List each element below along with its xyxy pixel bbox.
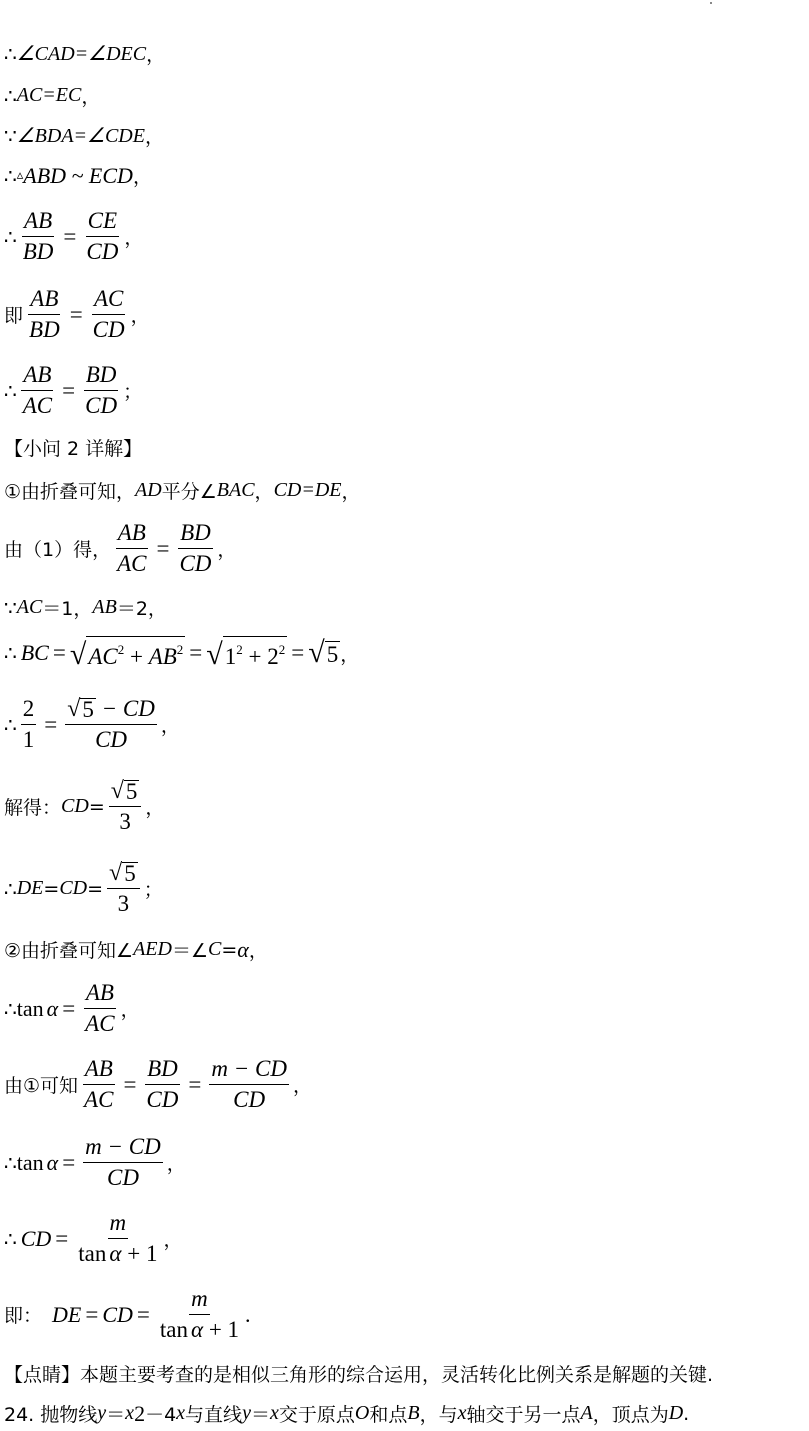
radicand: 5 — [124, 861, 136, 886]
equals-text: = — [43, 877, 60, 900]
tan-function: tan — [159, 1317, 188, 1342]
expression: ABD ~ ECD — [23, 162, 133, 188]
numerator — [109, 776, 142, 807]
therefore-symbol: ∴ — [4, 1226, 17, 1251]
var-y: y — [97, 1402, 107, 1424]
expression: AB — [92, 596, 117, 618]
line-15 — [4, 858, 163, 919]
therefore-symbol: ∴ — [4, 41, 17, 66]
line-21 — [4, 1284, 251, 1345]
exponent: 2 — [236, 642, 243, 657]
line-20 — [4, 1208, 182, 1269]
fraction — [76, 1208, 159, 1269]
text: ＝2， — [116, 598, 167, 620]
equals-sign: = — [55, 1225, 69, 1251]
punctuation: ， — [166, 1153, 186, 1175]
fraction-right — [84, 206, 120, 267]
numerator: AC — [92, 284, 125, 315]
var-x: x — [457, 1402, 467, 1424]
line-6 — [4, 284, 150, 345]
equals-sign: = — [62, 1149, 76, 1175]
denominator: CD — [179, 551, 212, 576]
point-b: B — [407, 1402, 420, 1424]
equals-sign: = — [189, 640, 203, 665]
exponent: 2 — [176, 642, 184, 657]
line-7 — [4, 360, 142, 421]
text: ，顶点为 — [592, 1404, 669, 1426]
text: －4 — [145, 1404, 177, 1426]
numerator: AB — [22, 206, 54, 237]
expression: ∠BDA=∠CDE — [16, 125, 145, 147]
expression: ∠CAD=∠DEC — [16, 43, 147, 65]
var-y: y — [242, 1402, 251, 1424]
denominator: AC — [22, 393, 53, 418]
radicand: 5 — [82, 697, 94, 722]
plus: + — [124, 644, 149, 669]
numerator: BD — [84, 360, 119, 391]
denominator: CD — [92, 317, 125, 342]
fraction — [107, 858, 140, 919]
numerator: AB — [83, 1054, 115, 1085]
exponent: 2 — [117, 642, 125, 657]
tan-function: tan — [16, 1149, 44, 1175]
numerator — [65, 694, 157, 725]
expression: DE — [16, 877, 44, 899]
fraction — [109, 776, 142, 837]
text: ＝1， — [42, 598, 93, 620]
expression: CD=DE — [273, 479, 342, 501]
exponent: 2 — [278, 642, 286, 657]
line-11 — [4, 594, 167, 621]
text: 与直线 — [185, 1404, 243, 1426]
text: ＝ — [250, 1404, 270, 1426]
square-root — [70, 636, 185, 670]
expression: CD — [61, 795, 89, 817]
fraction-right — [177, 518, 213, 579]
point-o: O — [354, 1402, 370, 1424]
punctuation: . — [245, 1301, 251, 1327]
line-23 — [4, 1400, 689, 1427]
therefore-symbol: ∴ — [4, 1150, 17, 1175]
text: ， — [254, 481, 274, 503]
punctuation: ； — [143, 879, 163, 901]
alpha: α — [109, 1241, 122, 1266]
fraction-left — [21, 694, 37, 755]
fraction-right — [65, 694, 157, 755]
triangle-symbol: ▵ — [16, 168, 24, 183]
numerator: BD — [178, 518, 213, 549]
numerator: AB — [21, 360, 53, 391]
denominator — [158, 1315, 241, 1345]
radical-sign: √ — [109, 860, 123, 886]
expression: C — [208, 938, 222, 960]
equals-text: = — [88, 795, 105, 818]
expression: BAC — [216, 479, 255, 501]
text: ，与 — [419, 1404, 458, 1426]
text: 交于原点 — [278, 1404, 355, 1426]
numerator: AB — [28, 284, 60, 315]
line-13 — [4, 694, 180, 755]
radicand — [86, 636, 185, 670]
var-x: x — [176, 1402, 186, 1424]
equals-sign: = — [156, 535, 170, 561]
text: ， — [248, 940, 268, 962]
text: 平分∠ — [161, 481, 217, 503]
numerator: BD — [145, 1054, 180, 1085]
punctuation: ， — [146, 44, 166, 66]
therefore-symbol: ∴ — [4, 224, 17, 249]
punctuation: ， — [120, 999, 140, 1021]
prefix-text: 即： — [4, 1305, 43, 1327]
tan-function: tan — [78, 1241, 107, 1266]
punctuation: ， — [160, 715, 180, 737]
denominator — [76, 1239, 159, 1269]
numerator: CE — [86, 206, 119, 237]
denominator: CD — [86, 239, 119, 264]
expression: AD — [135, 479, 162, 501]
fraction — [83, 1132, 163, 1193]
expression: AC=EC — [16, 84, 82, 106]
square-root — [111, 779, 140, 803]
equals-sign: = — [62, 377, 76, 403]
denominator: CD — [146, 1087, 179, 1112]
expression: AC — [16, 596, 43, 618]
denominator: CD — [106, 1165, 139, 1190]
prefix-text: 解得： — [4, 797, 62, 819]
line-9 — [4, 477, 361, 504]
fraction-right — [83, 360, 119, 421]
fraction-left — [21, 360, 54, 421]
plus: + — [242, 644, 268, 669]
term: AB — [148, 644, 177, 669]
expression: AED — [133, 938, 172, 960]
prefix-text: 由①可知 — [4, 1075, 79, 1097]
alpha: α — [190, 1317, 204, 1342]
denominator: BD — [29, 317, 60, 342]
line-19 — [4, 1132, 186, 1193]
denominator: 1 — [22, 727, 35, 752]
numerator: AB — [84, 978, 116, 1009]
numerator — [107, 858, 140, 889]
fraction-left — [27, 284, 62, 345]
equals-text: = — [87, 877, 104, 900]
fraction — [83, 978, 116, 1039]
expression: CD — [102, 1301, 133, 1327]
line-4 — [4, 162, 152, 189]
punctuation: ； — [123, 381, 143, 403]
tan-function: tan — [16, 995, 44, 1021]
radical-sign: √ — [206, 638, 223, 671]
expression: DE — [52, 1301, 82, 1327]
alpha: α — [46, 995, 59, 1021]
denominator: 3 — [117, 891, 130, 916]
text: 和点 — [369, 1404, 408, 1426]
numerator: AB — [116, 518, 148, 549]
equals-sign: = — [123, 1071, 137, 1097]
term: 1 — [224, 644, 237, 669]
text: 轴交于另一点 — [466, 1404, 581, 1426]
equals-sign: = — [136, 1301, 150, 1327]
therefore-symbol: ∴ — [4, 712, 17, 737]
line-3 — [4, 122, 164, 149]
numerator: 2 — [21, 694, 37, 725]
line-2 — [4, 82, 100, 109]
radical-sign: √ — [110, 778, 124, 804]
lhs: CD — [20, 1225, 52, 1251]
line-22 — [4, 1360, 713, 1387]
denominator: AC — [84, 1087, 114, 1112]
denominator: CD — [233, 1087, 266, 1112]
numerator: m — [108, 1208, 129, 1239]
radical-sign: √ — [69, 638, 87, 671]
var-x: x — [125, 1402, 135, 1424]
point-a: A — [580, 1402, 593, 1424]
equals-sign: = — [85, 1301, 99, 1327]
square-root — [206, 636, 287, 670]
section-heading: 【小问 2 详解】 — [4, 438, 143, 460]
exponent: 2 — [134, 1400, 146, 1426]
comment-text: 【点睛】本题主要考查的是相似三角形的综合运用，灵活转化比例关系是解题的关键. — [4, 1364, 714, 1386]
text: 24. 抛物线 — [4, 1404, 98, 1426]
alpha: α — [46, 1149, 59, 1175]
punctuation: ， — [144, 126, 164, 148]
expression: CD — [59, 877, 88, 899]
line-12 — [4, 636, 359, 670]
corner-mark — [710, 2, 712, 4]
denominator: AC — [85, 1011, 115, 1036]
radicand: 5 — [125, 779, 138, 804]
punctuation: ， — [163, 1229, 183, 1251]
text: ②由折叠可知∠ — [4, 940, 134, 962]
plus-one: + 1 — [203, 1317, 240, 1342]
radical-sign: √ — [308, 636, 325, 669]
text: ＝∠ — [171, 940, 209, 962]
alpha: α — [237, 936, 249, 962]
therefore-symbol: ∴ — [4, 996, 17, 1021]
prefix-text: 由（1）得， — [4, 539, 112, 561]
fraction-left — [115, 518, 148, 579]
fraction-3 — [209, 1054, 289, 1115]
denominator: AC — [117, 551, 147, 576]
because-symbol: ∵ — [4, 123, 17, 148]
line-8 — [4, 434, 142, 461]
text: ＝ — [106, 1404, 126, 1426]
line-18 — [4, 1054, 312, 1115]
denominator: CD — [85, 393, 118, 418]
equals-sign: = — [188, 1071, 202, 1097]
fraction-1 — [82, 1054, 115, 1115]
denominator: CD — [95, 727, 128, 752]
equals-sign: = — [69, 301, 83, 327]
text: = — [221, 938, 238, 961]
equals-sign: = — [63, 223, 77, 249]
denominator: 3 — [119, 809, 131, 834]
equals-sign: = — [291, 640, 305, 665]
text: ①由折叠可知， — [4, 481, 136, 503]
punctuation: ， — [217, 539, 237, 561]
prefix-text: 即 — [4, 305, 24, 327]
punctuation: ， — [292, 1075, 312, 1097]
square-root — [308, 638, 340, 668]
because-symbol: ∵ — [4, 595, 17, 620]
punctuation: ， — [124, 227, 144, 249]
square-root — [67, 697, 96, 721]
equals-sign: = — [62, 995, 76, 1021]
numerator: m − CD — [83, 1132, 163, 1163]
line-10 — [4, 518, 236, 579]
text: . — [683, 1402, 690, 1425]
punctuation: ， — [132, 166, 152, 188]
radicand: 5 — [326, 642, 339, 667]
term: AC — [88, 644, 118, 669]
punctuation: ， — [145, 797, 165, 819]
therefore-symbol: ∴ — [4, 641, 17, 665]
denominator: BD — [22, 239, 54, 264]
equals-sign: = — [44, 711, 58, 737]
fraction-2 — [144, 1054, 180, 1115]
line-1 — [4, 40, 165, 67]
line-14 — [4, 776, 164, 837]
radicand — [223, 636, 287, 670]
punctuation: ， — [81, 86, 101, 108]
therefore-symbol: ∴ — [4, 163, 17, 188]
punctuation: ， — [340, 643, 360, 666]
fraction — [158, 1284, 241, 1345]
line-17 — [4, 978, 140, 1039]
punctuation: ， — [130, 305, 150, 327]
radical-sign: √ — [67, 696, 81, 722]
point-d: D — [668, 1402, 684, 1424]
therefore-symbol: ∴ — [4, 83, 17, 108]
line-5 — [4, 206, 143, 267]
var-x: x — [269, 1402, 279, 1424]
text: ， — [341, 481, 361, 503]
therefore-symbol: ∴ — [4, 876, 17, 901]
subtract-term: − CD — [95, 696, 155, 721]
line-16 — [4, 936, 268, 963]
numerator: m − CD — [209, 1054, 289, 1085]
plus-one: + 1 — [121, 1241, 158, 1266]
term: 2 — [267, 644, 279, 669]
numerator: m — [189, 1284, 210, 1315]
lhs: BC — [20, 640, 49, 665]
therefore-symbol: ∴ — [4, 378, 17, 403]
fraction-left — [21, 206, 56, 267]
square-root — [109, 861, 138, 885]
fraction-right — [91, 284, 127, 345]
equals-sign: = — [52, 640, 66, 665]
